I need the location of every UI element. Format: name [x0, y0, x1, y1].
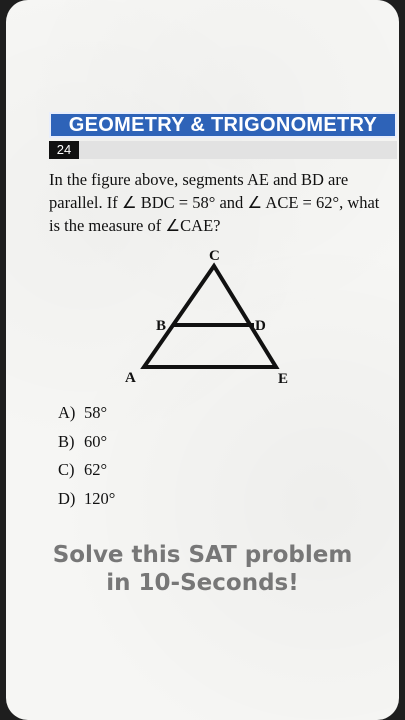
question-text: In the figure above, segments AE and BD are parallel. If ∠ BDC = 58° and ∠ ACE = 62°, what is the measure of ∠CAE? — [49, 170, 380, 235]
vertex-label-b: B — [156, 318, 167, 334]
choice-letter: A) — [58, 403, 76, 422]
choice-letter: C) — [58, 460, 75, 479]
vertex-label-e: E — [278, 371, 289, 387]
topic-banner — [49, 112, 397, 138]
topic-title: GEOMETRY & TRIGONOMETRY — [68, 114, 378, 136]
cta-line-1: Solve this SAT problem — [52, 542, 353, 568]
triangle-ace — [144, 266, 276, 367]
choice-a[interactable] — [58, 399, 258, 428]
cta-line-2: in 10-Seconds! — [106, 570, 299, 596]
content-card — [6, 0, 399, 720]
choice-c[interactable] — [58, 456, 258, 485]
choice-value: 58° — [84, 403, 108, 422]
choice-b[interactable] — [58, 428, 258, 457]
choice-letter: B) — [58, 431, 75, 451]
choice-value: 120° — [84, 488, 116, 508]
vertex-label-d: D — [255, 318, 266, 334]
choice-value: 62° — [84, 460, 108, 479]
choice-value: 60° — [84, 431, 108, 451]
answer-choices — [58, 399, 258, 513]
question-number: 24 — [49, 141, 79, 159]
triangle-figure — [116, 244, 306, 389]
choice-d[interactable] — [58, 485, 258, 514]
choice-letter: D) — [58, 488, 76, 508]
vertex-label-a: A — [125, 370, 136, 386]
vertex-label-c: C — [209, 248, 220, 264]
question-number-bar — [49, 141, 397, 159]
call-to-action — [6, 541, 399, 597]
